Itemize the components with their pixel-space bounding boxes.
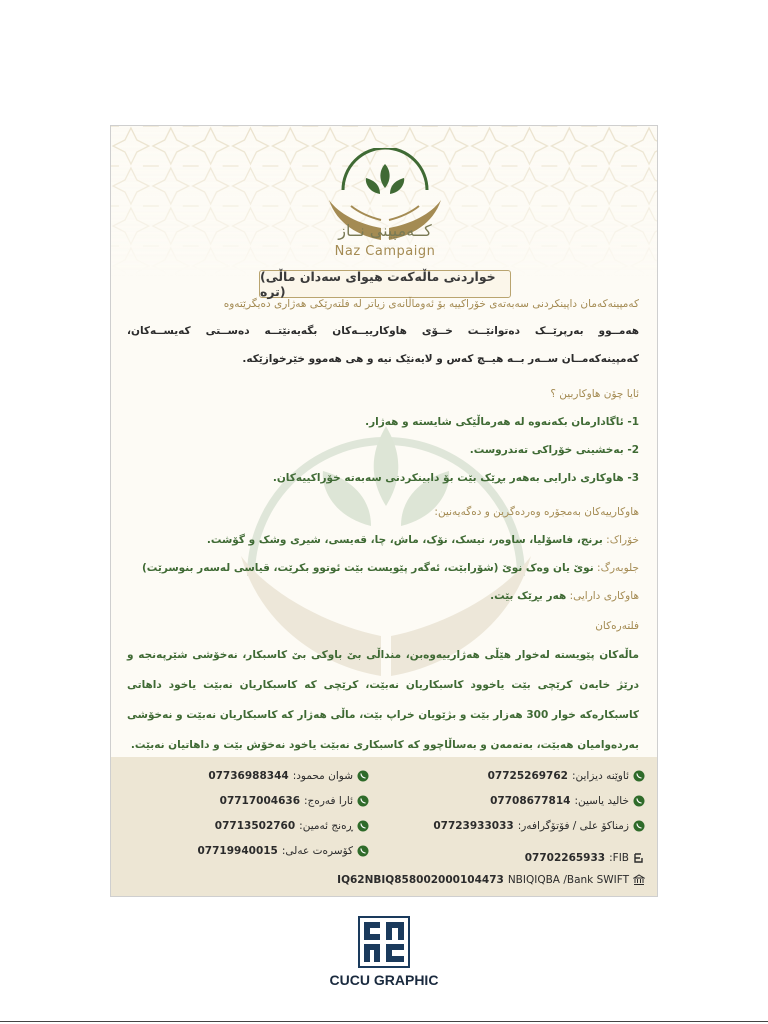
fib-label: FIB: <box>609 852 629 864</box>
contact-name: کۆسرەت عەلی: <box>281 845 353 857</box>
contact-left-3 <box>215 817 369 835</box>
footer-brand: CUCU GRAPHIC <box>329 972 439 988</box>
logo-kurdish-text: کــەمپینی نــاز <box>338 221 432 240</box>
paragraph-1: هەمــوو بەرپرێــک دەتوانێــت خــۆی هاوکارییــەکان بگەیەنێتــە دەســتی کەیســەکان، کەمپینەکەمــان ســەر بــە هیــچ کەس و لایەنێک نیە و هی هەموو خێرخوازێکە. <box>127 325 639 365</box>
types-title: هاوکارییەکان بەمجۆرە وەردەگرین و دەگەیەنین: <box>434 506 639 518</box>
whatsapp-icon <box>633 820 645 832</box>
contact-name: ئاوێنە دیزاین: <box>571 770 629 782</box>
bank-icon <box>633 874 645 886</box>
how-item-1: 1- ئاگادارمان بکەنەوە لە هەرماڵێکی شایستە و هەژار. <box>365 416 639 428</box>
whatsapp-icon <box>633 795 645 807</box>
bottom-divider <box>0 1021 768 1022</box>
bank-label: NBIQIQBA /Bank SWIFT <box>507 874 629 886</box>
contact-left-2 <box>220 792 369 810</box>
whatsapp-icon <box>357 845 369 857</box>
contact-phone[interactable]: 07725269762 <box>487 770 568 782</box>
clothes-label: جلوبەرگ: <box>597 562 639 574</box>
naz-campaign-logo <box>321 148 449 258</box>
intro-text: کەمپینەکەمان داپینکردنی سەبەتەی خۆراکییە بۆ ئەوماڵانەی زیاتر لە فلتەرێکی هەژاری دەیگرێتەوە <box>223 298 639 310</box>
food-text: برنج، فاسۆلیا، ساوەر، نیسک، نۆک، ماش، چا، قەیسی، شیری وشک و گۆشت. <box>206 534 603 546</box>
food-label: خۆراک: <box>606 534 639 546</box>
contact-name: زمناکۆ علی / فۆتۆگرافەر: <box>517 820 629 832</box>
bank-row <box>337 871 645 889</box>
contact-phone[interactable]: 07713502760 <box>214 820 296 832</box>
poster <box>110 125 658 897</box>
contact-phone[interactable]: 07723933033 <box>433 820 514 832</box>
contact-name: ڕەنج ئەمین: <box>299 820 353 832</box>
contact-phone[interactable]: 07719940015 <box>197 845 278 857</box>
contact-phone[interactable]: 07708677814 <box>490 795 571 807</box>
money-line <box>490 590 639 602</box>
whatsapp-icon <box>357 770 369 782</box>
logo-latin-text: Naz Campaign <box>334 244 436 259</box>
contact-name: شوان محمود: <box>292 770 353 782</box>
how-item-2: 2- بەخشینی خۆراکی تەندروست. <box>469 444 639 456</box>
contact-name: خالید یاسین: <box>574 795 629 807</box>
clothes-text: نوێ یان وەک نوێ (شۆرابێت، ئەگەر پێویست بێت ئوتوو بکرێت، قیاسی لەسەر بنوسرێت) <box>141 562 594 574</box>
money-text: هەر بڕێک بێت. <box>490 590 567 602</box>
contact-right-1 <box>488 767 645 785</box>
whatsapp-icon <box>357 820 369 832</box>
how-item-3: 3- هاوکاری دارایی بەهەر بڕێک بێت بۆ دابینکردنی سەبەتە خۆراکییەکان. <box>272 472 639 484</box>
contact-right-2 <box>490 792 645 810</box>
fib-number[interactable]: 07702265933 <box>524 852 606 864</box>
filters-title: فلتەرەکان <box>595 620 639 632</box>
main-heading: (خواردنی ماڵەکەت هیوای سەدان ماڵی ترە) <box>259 270 511 298</box>
cucu-graphic-logo <box>358 916 410 968</box>
fib-icon <box>633 852 645 864</box>
whatsapp-icon <box>633 770 645 782</box>
clothes-line <box>142 562 639 574</box>
fib-row <box>525 849 645 867</box>
contact-left-1 <box>208 767 369 785</box>
contact-left-4 <box>198 842 370 860</box>
food-line <box>207 534 639 546</box>
how-title: ئایا چۆن هاوکاربین ؟ <box>550 388 639 400</box>
money-label: هاوکاری دارایی: <box>569 590 639 602</box>
whatsapp-icon <box>357 795 369 807</box>
contact-phone[interactable]: 07736988344 <box>208 770 289 782</box>
bank-iban[interactable]: IQ62NBIQ858002000104473 <box>337 874 504 886</box>
contact-phone[interactable]: 07717004636 <box>219 795 301 807</box>
contact-name: ئارا فەرەج: <box>304 795 353 807</box>
contacts-panel <box>111 757 658 897</box>
filters-text: ماڵەکان پێویستە لەخوار هێڵی هەژارییەوەبن، منداڵی بێ باوکی بێ کاسبکار، نەخۆشی شێرپەنجە و درێژ خایەن کرێچی بێت یاخوود کاسبکاریان نەبێت، کرێچی کە کاسبکاریان نەبێت یاخود داهاتی کاسبکارەکە خوار 300 هەزار بێت و بژێویان خراپ بێت، ماڵی هەژار کە کاسبکاریان نەبێت و نەخۆشی بەردەوامیان هەبێت، بەتەمەن و بەساڵاچوو کە کاسبکاری نەبێت یاخود نەخۆش بێت و داهاتیان نەبێت. <box>127 649 639 751</box>
contact-right-3 <box>433 817 645 835</box>
